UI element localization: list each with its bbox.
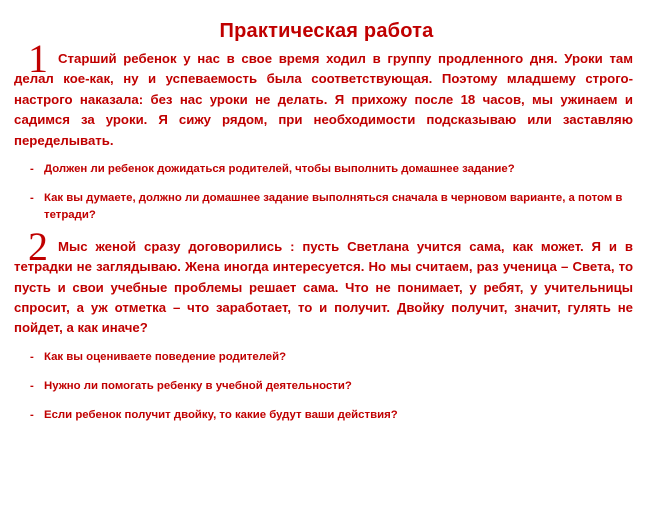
bullet-dash-icon: - (30, 409, 34, 422)
question-text: Если ребенок получит двойку, то какие будут ваши действия? (44, 409, 398, 422)
question-item (30, 161, 639, 178)
section-2-questions (14, 349, 639, 424)
question-text: Должен ли ребенок дожидаться родителей, чтобы выполнить домашнее задание? (44, 163, 515, 176)
section-1-questions (14, 161, 639, 224)
question-item (30, 349, 639, 366)
bullet-dash-icon: - (30, 350, 34, 363)
section-2-paragraph: Мыс женой сразу договорились : пусть Светлана учится сама, как может. Я и в тетрадки не заглядываю. Жена иногда интересуется. Но мы считаем, раз ученица – Света, то пусть и свои учебные проблемы решает сама. Что не понимает, у ребят, у учительницы спросит, а уж отметка – что заработает, то и получит. Двойку получит, значит, гулять не пойдет, а как иначе? (14, 238, 633, 336)
section-number-2: 2 (28, 223, 48, 269)
bullet-dash-icon: - (30, 379, 34, 392)
bullet-dash-icon: - (30, 163, 34, 176)
question-item (30, 407, 639, 424)
page-title: Практическая работа (219, 20, 434, 42)
question-text: Как вы думаете, должно ли домашнее задание выполняться сначала в черновом варианте, а потом в тетради? (44, 192, 623, 222)
section-2 (14, 223, 639, 425)
question-text: Как вы оцениваете поведение родителей? (44, 350, 287, 363)
question-item (30, 378, 639, 395)
section-number-1: 1 (28, 36, 48, 81)
bullet-dash-icon: - (30, 192, 34, 205)
question-text: Нужно ли помогать ребенку в учебной деятельности? (44, 379, 352, 392)
document-page (0, 20, 653, 510)
section-1-paragraph: Старший ребенок у нас в свое время ходил в группу продленного дня. Уроки там делал кое-как, ну и успеваемость была соответствующая. Поэтому младшему строго-настрого наказала: без нас уроки не делать. Я прихожу после 18 часов, мы ужинаем и садимся за уроки. Я сижу рядом, при необходимости подсказываю или заставляю переделывать. (14, 51, 633, 148)
section-1 (14, 36, 639, 225)
question-item (30, 190, 639, 224)
